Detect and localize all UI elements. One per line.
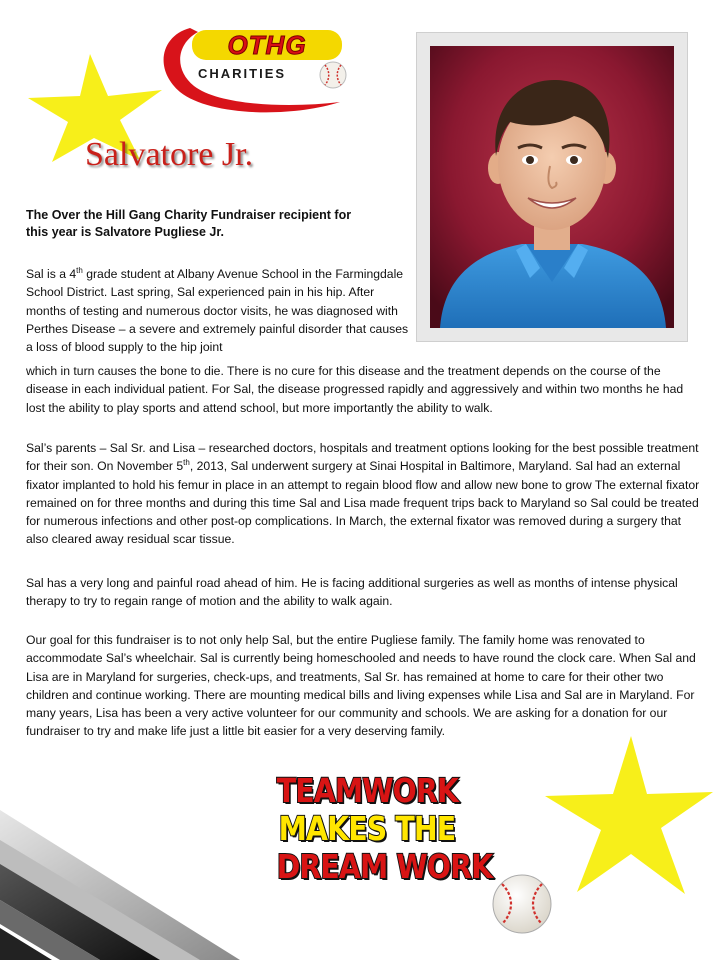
baseball-icon [318,60,348,90]
logo-othg-text: OTHG [192,30,342,60]
paragraph-diagnosis-bottom: which in turn causes the bone to die. There is no cure for this disease and the treatment depends on the course of the disease in each individual patient. For Sal, the disease progressed rapidly and aggressively and within two months he had lost the ability to play sports and attend school, but more importantly the ability to walk. [26,364,684,415]
othg-charities-logo [150,22,355,122]
p2-text-1: Sal’s parents – Sal Sr. and Lisa – researched doctors, hospitals and treatment options looking for the best possible treatment for their son. On November 5 [26,441,699,474]
p2-text-2: , 2013, Sal underwent surgery at Sinai Hospital in Baltimore, Maryland. Sal had an external fixator implanted to hold his femur in place in an attempt to regain blood flow and allow new bone to grow The external fixator remained on for three months and during this time Sal and Lisa made frequent trips back to Maryland so Sal could be treated for numerous infections and other post-op complications. In March, the external fixator was removed during a surgery that also cleared away residual scar tissue. [26,459,700,547]
p1-sup: th [76,265,83,275]
paragraph-road-ahead: Sal has a very long and painful road ahead of him. He is facing additional surgeries as well as months of intense physical therapy to try to regain range of motion and the ability to walk again. [26,576,678,609]
boy-portrait-photo [430,46,674,328]
photo-frame [416,32,688,342]
star-right-icon [535,730,720,905]
slogan-line-2: MAKES THE [278,809,456,848]
slogan-line-1: TEAMWORK [276,771,459,810]
baseball-icon-bottom [490,872,554,936]
logo-charities-text: CHARITIES [198,66,287,81]
paragraph-diagnosis-top [26,265,414,356]
p2-sup: th [183,458,190,468]
intro-line-2: this year is Salvatore Pugliese Jr. [26,225,225,239]
paragraph-fundraiser-goal: Our goal for this fundraiser is to not only help Sal, but the entire Pugliese family. The family home was renovated to accommodate Sal’s wheelchair. Sal is currently being homeschooled and needs to have round the clock care. When Sal and Lisa are in Maryland for surgeries, check-ups, and treatments, Sal Sr. has remained at home to care for their other two children and continue working. There are mounting medical bills and living expenses while Lisa and Sal are in Maryland. For many years, Lisa has been a very active volunteer for our community and schools. We are asking for a donation for our fundraiser to try and make life just a little bit easier for a very deserving family. [26,633,696,739]
slogan-line-3: DREAM WORK [276,847,493,886]
p1-text-a1: Sal is a 4 [26,267,77,281]
intro-paragraph [26,207,386,241]
intro-line-1: The Over the Hill Gang Charity Fundraiser recipient for [26,208,352,222]
recipient-name-heading: Salvatore Jr. [85,136,254,173]
teamwork-slogan [262,771,493,886]
paragraph-treatment [26,439,700,549]
p1-text-a2: grade student at Albany Avenue School in the Farmingdale School District. Last spring, Sal experienced pain in his hip. After months of testing and numerous doctor visits, he was diagnosed with Perthes Disease – a severe and extremely painful disorder that causes a loss of blood supply to the hip joint [26,267,409,355]
decorative-stripes [0,800,260,960]
